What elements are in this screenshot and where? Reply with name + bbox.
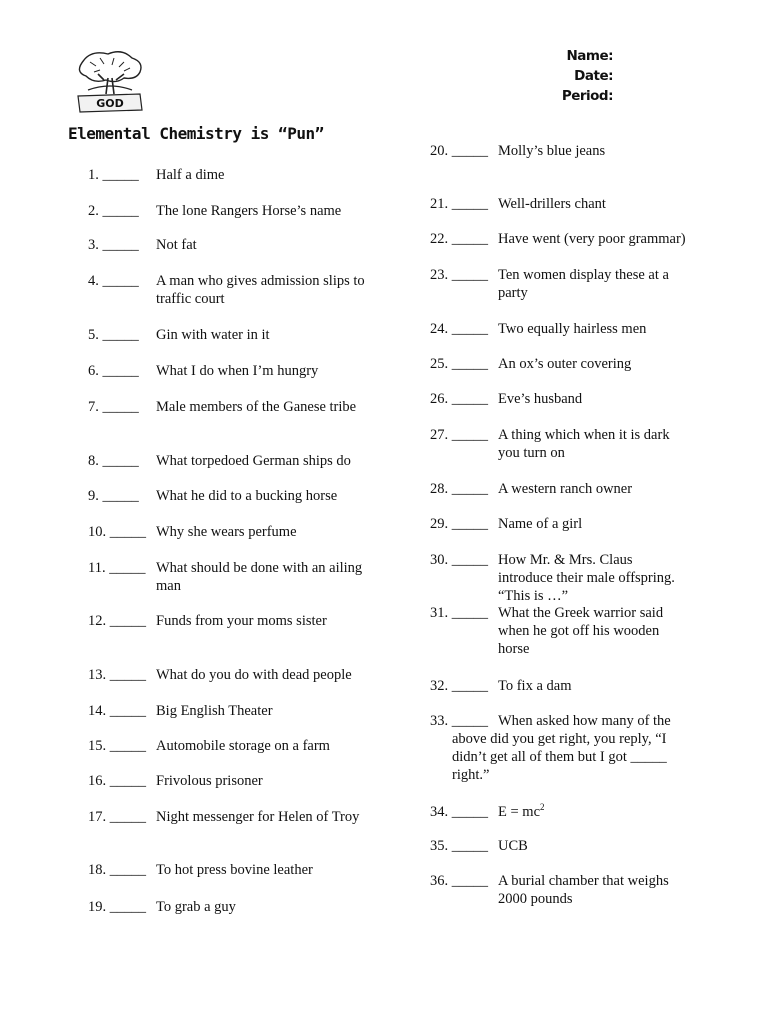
answer-blank[interactable]: _____	[451, 356, 488, 372]
question-number: 24.	[430, 321, 449, 337]
question-text	[156, 737, 376, 755]
answer-blank[interactable]: _____	[451, 516, 488, 532]
question-number-blank	[88, 452, 139, 470]
question-text	[498, 390, 688, 408]
question-number: 32.	[430, 678, 449, 694]
question-text-content: Molly’s blue jeans	[498, 143, 606, 159]
question-text	[498, 872, 688, 908]
answer-blank[interactable]: _____	[451, 678, 488, 694]
question-text-content: A thing which when it is dark you turn on	[498, 427, 670, 461]
question-number: 28.	[430, 481, 449, 497]
question-number: 35.	[430, 838, 449, 854]
answer-blank[interactable]: _____	[451, 143, 488, 159]
question-text	[156, 772, 376, 790]
question-number-blank	[430, 480, 488, 498]
question-text-content: A burial chamber that weighs 2000 pounds	[498, 873, 669, 907]
question-number-blank	[430, 515, 488, 533]
answer-blank[interactable]: _____	[109, 703, 146, 719]
question-text-content: Night messenger for Helen of Troy	[156, 809, 360, 825]
question-text-content: What he did to a bucking horse	[156, 488, 338, 504]
question-number-blank	[430, 142, 488, 160]
question-text-content: Automobile storage on a farm	[156, 738, 330, 754]
answer-blank[interactable]: _____	[451, 838, 488, 854]
answer-blank[interactable]: _____	[451, 481, 488, 497]
question-text-content: Male members of the Ganese tribe	[156, 399, 357, 415]
question-text-content: What torpedoed German ships do	[156, 453, 351, 469]
answer-blank[interactable]: _____	[109, 809, 146, 825]
question-number: 36.	[430, 873, 449, 889]
answer-blank[interactable]: _____	[109, 613, 146, 629]
question-number: 25.	[430, 356, 449, 372]
question-text-content: How Mr. & Mrs. Claus introduce their male offspring. “This is …”	[498, 552, 675, 604]
question-text	[156, 236, 376, 254]
answer-blank[interactable]: _____	[451, 321, 488, 337]
question-number: 27.	[430, 427, 449, 443]
question-number-blank	[88, 398, 139, 416]
question-number: 31.	[430, 605, 449, 621]
question-text	[498, 266, 688, 302]
answer-blank[interactable]: _____	[451, 427, 488, 443]
question-number-blank	[88, 772, 146, 790]
question-number: 5.	[88, 327, 99, 343]
question-number: 20.	[430, 143, 449, 159]
question-number-blank	[430, 195, 488, 213]
question-number-blank	[88, 666, 146, 684]
question-number: 11.	[88, 560, 106, 576]
question-number-blank	[430, 230, 488, 248]
question-text	[156, 612, 376, 630]
question-text-content: Well-drillers chant	[498, 196, 606, 212]
question-text	[156, 452, 376, 470]
question-number-blank	[88, 861, 146, 879]
question-text-content: A man who gives admission slips to traffic court	[156, 273, 365, 307]
question-text-content: Why she wears perfume	[156, 524, 297, 540]
question-number: 10.	[88, 524, 107, 540]
answer-blank[interactable]: _____	[451, 231, 488, 247]
question-number-blank	[88, 487, 139, 505]
question-text	[498, 515, 688, 533]
question-number: 12.	[88, 613, 107, 629]
question-text-content: When asked how many of the above did you get right, you reply, “I didn’t get all of them but I got _____ right.”	[452, 713, 671, 783]
question-number-blank	[88, 737, 146, 755]
question-text-content: Gin with water in it	[156, 327, 270, 343]
answer-blank[interactable]: _____	[109, 524, 146, 540]
answer-blank[interactable]: _____	[109, 899, 146, 915]
question-number: 1.	[88, 167, 99, 183]
question-text-content: What should be done with an ailing man	[156, 560, 363, 594]
answer-blank[interactable]: _____	[109, 667, 146, 683]
question-number-blank	[430, 266, 488, 284]
worksheet-title: Elemental Chemistry is “Pun”	[68, 124, 324, 143]
question-text	[498, 604, 688, 658]
question-number: 14.	[88, 703, 107, 719]
question-text	[156, 702, 376, 720]
answer-blank[interactable]: _____	[102, 399, 139, 415]
question-number: 29.	[430, 516, 449, 532]
question-text-content: Ten women display these at a party	[498, 267, 669, 301]
question-text	[498, 142, 688, 160]
answer-blank[interactable]: _____	[102, 327, 139, 343]
question-number-blank	[88, 236, 139, 254]
answer-blank[interactable]: _____	[451, 267, 488, 283]
question-number-blank	[430, 677, 488, 695]
answer-blank[interactable]: _____	[451, 391, 488, 407]
date-label: Date:	[574, 68, 613, 84]
answer-blank[interactable]: _____	[109, 773, 146, 789]
answer-blank[interactable]: _____	[451, 605, 488, 621]
logo-text: GOD	[96, 97, 124, 110]
question-number-blank	[88, 362, 139, 380]
question-text	[156, 487, 376, 505]
answer-blank[interactable]: _____	[451, 804, 488, 820]
question-number: 4.	[88, 273, 99, 289]
question-text-content: Not fat	[156, 237, 197, 253]
question-text	[498, 551, 688, 605]
question-text-content: Big English Theater	[156, 703, 273, 719]
question-text	[156, 362, 376, 380]
question-text	[498, 677, 688, 695]
question-number: 8.	[88, 453, 99, 469]
question-text	[498, 803, 688, 821]
question-text-content: To grab a guy	[156, 899, 236, 915]
question-number: 18.	[88, 862, 107, 878]
question-text	[498, 320, 688, 338]
question-text	[498, 426, 688, 462]
question-number-blank	[88, 898, 146, 916]
question-text-content: The lone Rangers Horse’s name	[156, 203, 342, 219]
question-text-content: What I do when I’m hungry	[156, 363, 319, 379]
question-number-blank	[430, 426, 488, 444]
question-text	[156, 326, 376, 344]
answer-blank[interactable]: _____	[102, 453, 139, 469]
answer-blank[interactable]: _____	[109, 862, 146, 878]
period-label: Period:	[561, 88, 613, 104]
question-text-content: What do you do with dead people	[156, 667, 352, 683]
question-text-content: Have went (very poor grammar)	[498, 231, 686, 247]
question-text	[156, 808, 376, 826]
question-text	[156, 202, 376, 220]
question-number-blank	[88, 559, 145, 577]
tree-icon	[79, 52, 141, 94]
question-text	[498, 837, 688, 855]
question-number: 16.	[88, 773, 107, 789]
question-text-content: To fix a dam	[498, 678, 572, 694]
answer-blank[interactable]: _____	[102, 488, 139, 504]
question-number-blank	[88, 702, 146, 720]
question-text	[156, 898, 376, 916]
question-text	[498, 355, 688, 373]
question-number: 9.	[88, 488, 99, 504]
answer-blank[interactable]: _____	[102, 273, 139, 289]
question-text-content: Funds from your moms sister	[156, 613, 327, 629]
question-number-blank	[88, 202, 139, 220]
question-number-blank	[88, 272, 139, 290]
question-number: 3.	[88, 237, 99, 253]
school-logo	[70, 50, 148, 114]
question-text-content: UCB	[498, 838, 528, 854]
question-number: 13.	[88, 667, 107, 683]
answer-blank[interactable]: _____	[102, 203, 139, 219]
question-text-content: E = mc	[498, 804, 540, 820]
question-text	[156, 666, 376, 684]
question-text	[156, 272, 376, 308]
question-text-content: An ox’s outer covering	[498, 356, 632, 372]
question-text-content: What the Greek warrior said when he got off his wooden horse	[498, 605, 664, 657]
question-number-blank	[430, 604, 488, 622]
question-number: 6.	[88, 363, 99, 379]
question-text	[498, 230, 688, 248]
question-number-blank	[88, 326, 139, 344]
answer-blank[interactable]: _____	[102, 167, 139, 183]
question-number: 34.	[430, 804, 449, 820]
question-number-blank	[430, 320, 488, 338]
answer-blank[interactable]: _____	[102, 237, 139, 253]
question-number: 21.	[430, 196, 449, 212]
question-text	[156, 166, 376, 184]
question-text-content: A western ranch owner	[498, 481, 633, 497]
question-number-blank	[430, 837, 488, 855]
question-number-blank	[88, 612, 146, 630]
question-number-blank	[88, 808, 146, 826]
answer-blank[interactable]: _____	[451, 196, 488, 212]
answer-blank[interactable]: _____	[102, 363, 139, 379]
question-number: 7.	[88, 399, 99, 415]
question-text	[498, 195, 688, 213]
question-text	[156, 861, 376, 879]
question-number-blank	[430, 355, 488, 373]
answer-blank[interactable]: _____	[451, 552, 488, 568]
question-text-content: Eve’s husband	[498, 391, 583, 407]
question-number-blank	[430, 390, 488, 408]
question-text-content: To hot press bovine leather	[156, 862, 313, 878]
question-number: 2.	[88, 203, 99, 219]
answer-blank[interactable]: _____	[109, 560, 146, 576]
question-text	[156, 559, 376, 595]
question-text-content: Half a dime	[156, 167, 225, 183]
question-text	[156, 398, 376, 416]
answer-blank[interactable]: _____	[451, 713, 488, 729]
question-number-blank	[430, 551, 488, 569]
question-text	[452, 712, 692, 784]
question-text	[498, 480, 688, 498]
question-number: 22.	[430, 231, 449, 247]
question-number: 15.	[88, 738, 107, 754]
question-text-content: Frivolous prisoner	[156, 773, 263, 789]
question-number-blank	[88, 166, 139, 184]
question-text-content: Two equally hairless men	[498, 321, 647, 337]
answer-blank[interactable]: _____	[451, 873, 488, 889]
question-number-blank	[88, 523, 146, 541]
question-number-blank	[430, 872, 488, 890]
name-label: Name:	[566, 48, 613, 64]
answer-blank[interactable]: _____	[109, 738, 146, 754]
question-number: 19.	[88, 899, 107, 915]
question-text	[156, 523, 376, 541]
question-number: 26.	[430, 391, 449, 407]
question-number: 17.	[88, 809, 107, 825]
question-number: 30.	[430, 552, 449, 568]
question-number-blank	[430, 803, 488, 821]
superscript: 2	[540, 802, 545, 813]
question-text-content: Name of a girl	[498, 516, 583, 532]
question-number: 23.	[430, 267, 449, 283]
question-number: 33.	[430, 713, 449, 729]
student-info-fields	[562, 46, 613, 106]
